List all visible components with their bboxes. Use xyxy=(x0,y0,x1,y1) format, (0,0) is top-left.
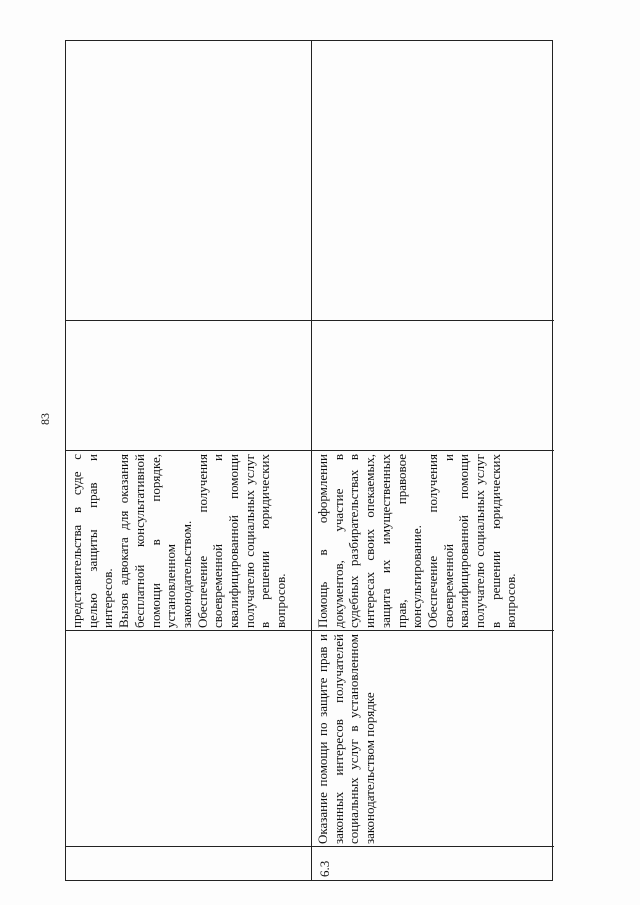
content-paragraph: представительства в суде с целью защиты прав и интересов. xyxy=(69,454,116,628)
content-paragraph: Помощь в оформлении документов, участие в судебных разбирательствах в интересах своих опекаемых, защита их имущественных прав, правовое консультирование. xyxy=(315,454,425,628)
content-paragraph: Обеспечение получения своевременной и квалифицированной помощи получателю социальных услуг в решении юридических вопросов. xyxy=(424,454,519,628)
page-number: 83 xyxy=(38,413,52,425)
table-row xyxy=(66,41,312,880)
empty-cell xyxy=(312,320,554,450)
services-table xyxy=(65,40,553,881)
row-number-cell xyxy=(66,846,311,880)
row-number-cell: 6.3 xyxy=(312,846,554,880)
service-content-cell xyxy=(66,450,311,630)
empty-cell xyxy=(66,41,311,320)
table-row xyxy=(312,41,554,880)
content-paragraph: Обеспечение получения своевременной и квалифицированной помощи получателю социальных услуг в решении юридических вопросов. xyxy=(194,454,289,628)
service-name-cell xyxy=(66,630,311,846)
empty-cell xyxy=(312,41,554,320)
service-content-cell xyxy=(312,450,554,630)
empty-cell xyxy=(66,320,311,450)
service-name-cell: Оказание помощи по защите прав и законных интересов получателей социальных услуг в установленном законодательством порядке xyxy=(312,630,554,846)
content-paragraph: Вызов адвоката для оказания бесплатной консультативной помощи в порядке, установленном законодательством. xyxy=(116,454,194,628)
table-container xyxy=(65,40,553,881)
